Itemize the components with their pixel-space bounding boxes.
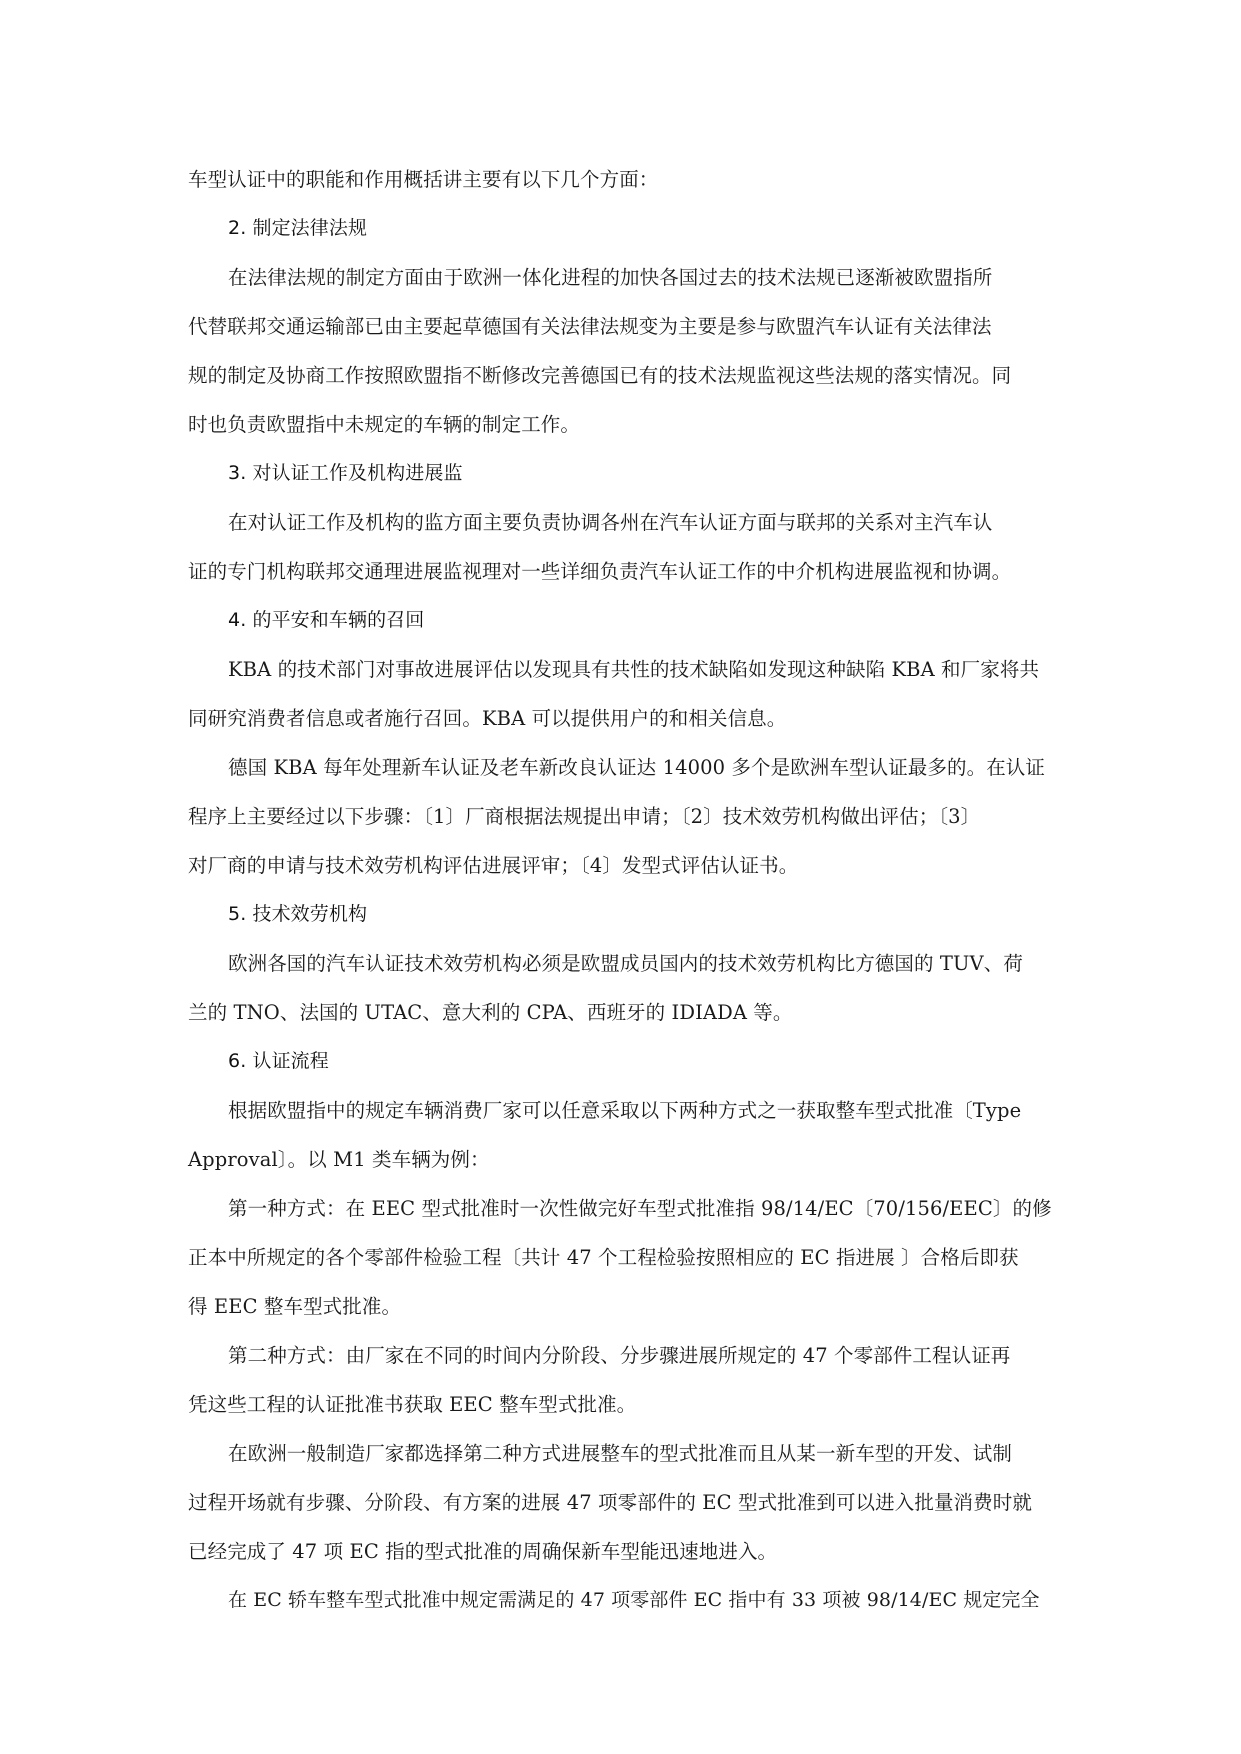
section-heading: 2. 制定法律法规 (228, 217, 368, 239)
paragraph-line: 在法律法规的制定方面由于欧洲一体化进程的加快各国过去的技术法规已逐渐被欧盟指所 (228, 266, 993, 289)
paragraph-line: 代替联邦交通运输部已由主要起草德国有关法律法规变为主要是参与欧盟汽车认证有关法律法 (188, 315, 992, 338)
paragraph-line: 程序上主要经过以下步骤：〔1〕厂商根据法规提出申请；〔2〕技术效劳机构做出评估；〔3〕 (188, 805, 981, 828)
paragraph-line: 规的制定及协商工作按照欧盟指不断修改完善德国已有的技术法规监视这些法规的落实情况。同 (188, 364, 1012, 387)
paragraph-line: 凭这些工程的认证批准书获取 EEC 整车型式批准。 (188, 1393, 637, 1416)
paragraph-line: 对厂商的申请与技术效劳机构评估进展评审；〔4〕发型式评估认证书。 (188, 854, 799, 877)
paragraph-line: 兰的 TNO、法国的 UTAC、意大利的 CPA、西班牙的 IDIADA 等。 (188, 1001, 793, 1024)
section-heading: 6. 认证流程 (228, 1050, 329, 1072)
document-body (188, 155, 1054, 1625)
paragraph-line: Approval〕。以 M1 类车辆为例： (188, 1148, 490, 1171)
paragraph-line: KBA 的技术部门对事故进展评估以发现具有共性的技术缺陷如发现这种缺陷 KBA 和厂家将共 (228, 658, 1040, 681)
section-heading: 3. 对认证工作及机构进展监 (228, 462, 463, 484)
paragraph-line: 过程开场就有步骤、分阶段、有方案的进展 47 项零部件的 EC 型式批准到可以进入批量消费时就 (188, 1491, 1032, 1514)
paragraph-line: 第一种方式：在 EEC 型式批准时一次性做完好车型式批准指 98/14/EC〔70/156/EEC〕的修 (228, 1197, 1052, 1220)
paragraph-line: 欧洲各国的汽车认证技术效劳机构必须是欧盟成员国内的技术效劳机构比方德国的 TUV、荷 (228, 952, 1023, 975)
paragraph-line: 已经完成了 47 项 EC 指的型式批准的周确保新车型能迅速地进入。 (188, 1540, 778, 1563)
paragraph-line: 证的专门机构联邦交通理进展监视理对一些详细负责汽车认证工作的中介机构进展监视和协调。 (188, 560, 1012, 583)
paragraph-line: 在欧洲一般制造厂家都选择第二种方式进展整车的型式批准而且从某一新车型的开发、试制 (228, 1442, 1013, 1465)
paragraph-line: 正本中所规定的各个零部件检验工程〔共计 47 个工程检验按照相应的 EC 指进展 〕合格后即获 (188, 1246, 1019, 1269)
section-heading: 5. 技术效劳机构 (228, 903, 368, 925)
paragraph-line: 得 EEC 整车型式批准。 (188, 1295, 402, 1318)
paragraph-line: 时也负责欧盟指中未规定的车辆的制定工作。 (188, 413, 581, 436)
paragraph-line: 第二种方式：由厂家在不同的时间内分阶段、分步骤进展所规定的 47 个零部件工程认证再 (228, 1344, 1011, 1367)
paragraph-line: 在对认证工作及机构的监方面主要负责协调各州在汽车认证方面与联邦的关系对主汽车认 (228, 511, 993, 534)
paragraph-line: 根据欧盟指中的规定车辆消费厂家可以任意采取以下两种方式之一获取整车型式批准〔Type (228, 1099, 1022, 1122)
paragraph-line: 同研究消费者信息或者施行召回。KBA 可以提供用户的和相关信息。 (188, 707, 787, 730)
section-heading: 4. 的平安和车辆的召回 (228, 609, 425, 631)
paragraph-line: 德国 KBA 每年处理新车认证及老车新改良认证达 14000 多个是欧洲车型认证最多的。在认证 (228, 756, 1046, 779)
paragraph-line: 在 EC 轿车整车型式批准中规定需满足的 47 项零部件 EC 指中有 33 项被 98/14/EC 规定完全 (228, 1589, 1040, 1611)
paragraph-line: 车型认证中的职能和作用概括讲主要有以下几个方面： (188, 168, 659, 191)
